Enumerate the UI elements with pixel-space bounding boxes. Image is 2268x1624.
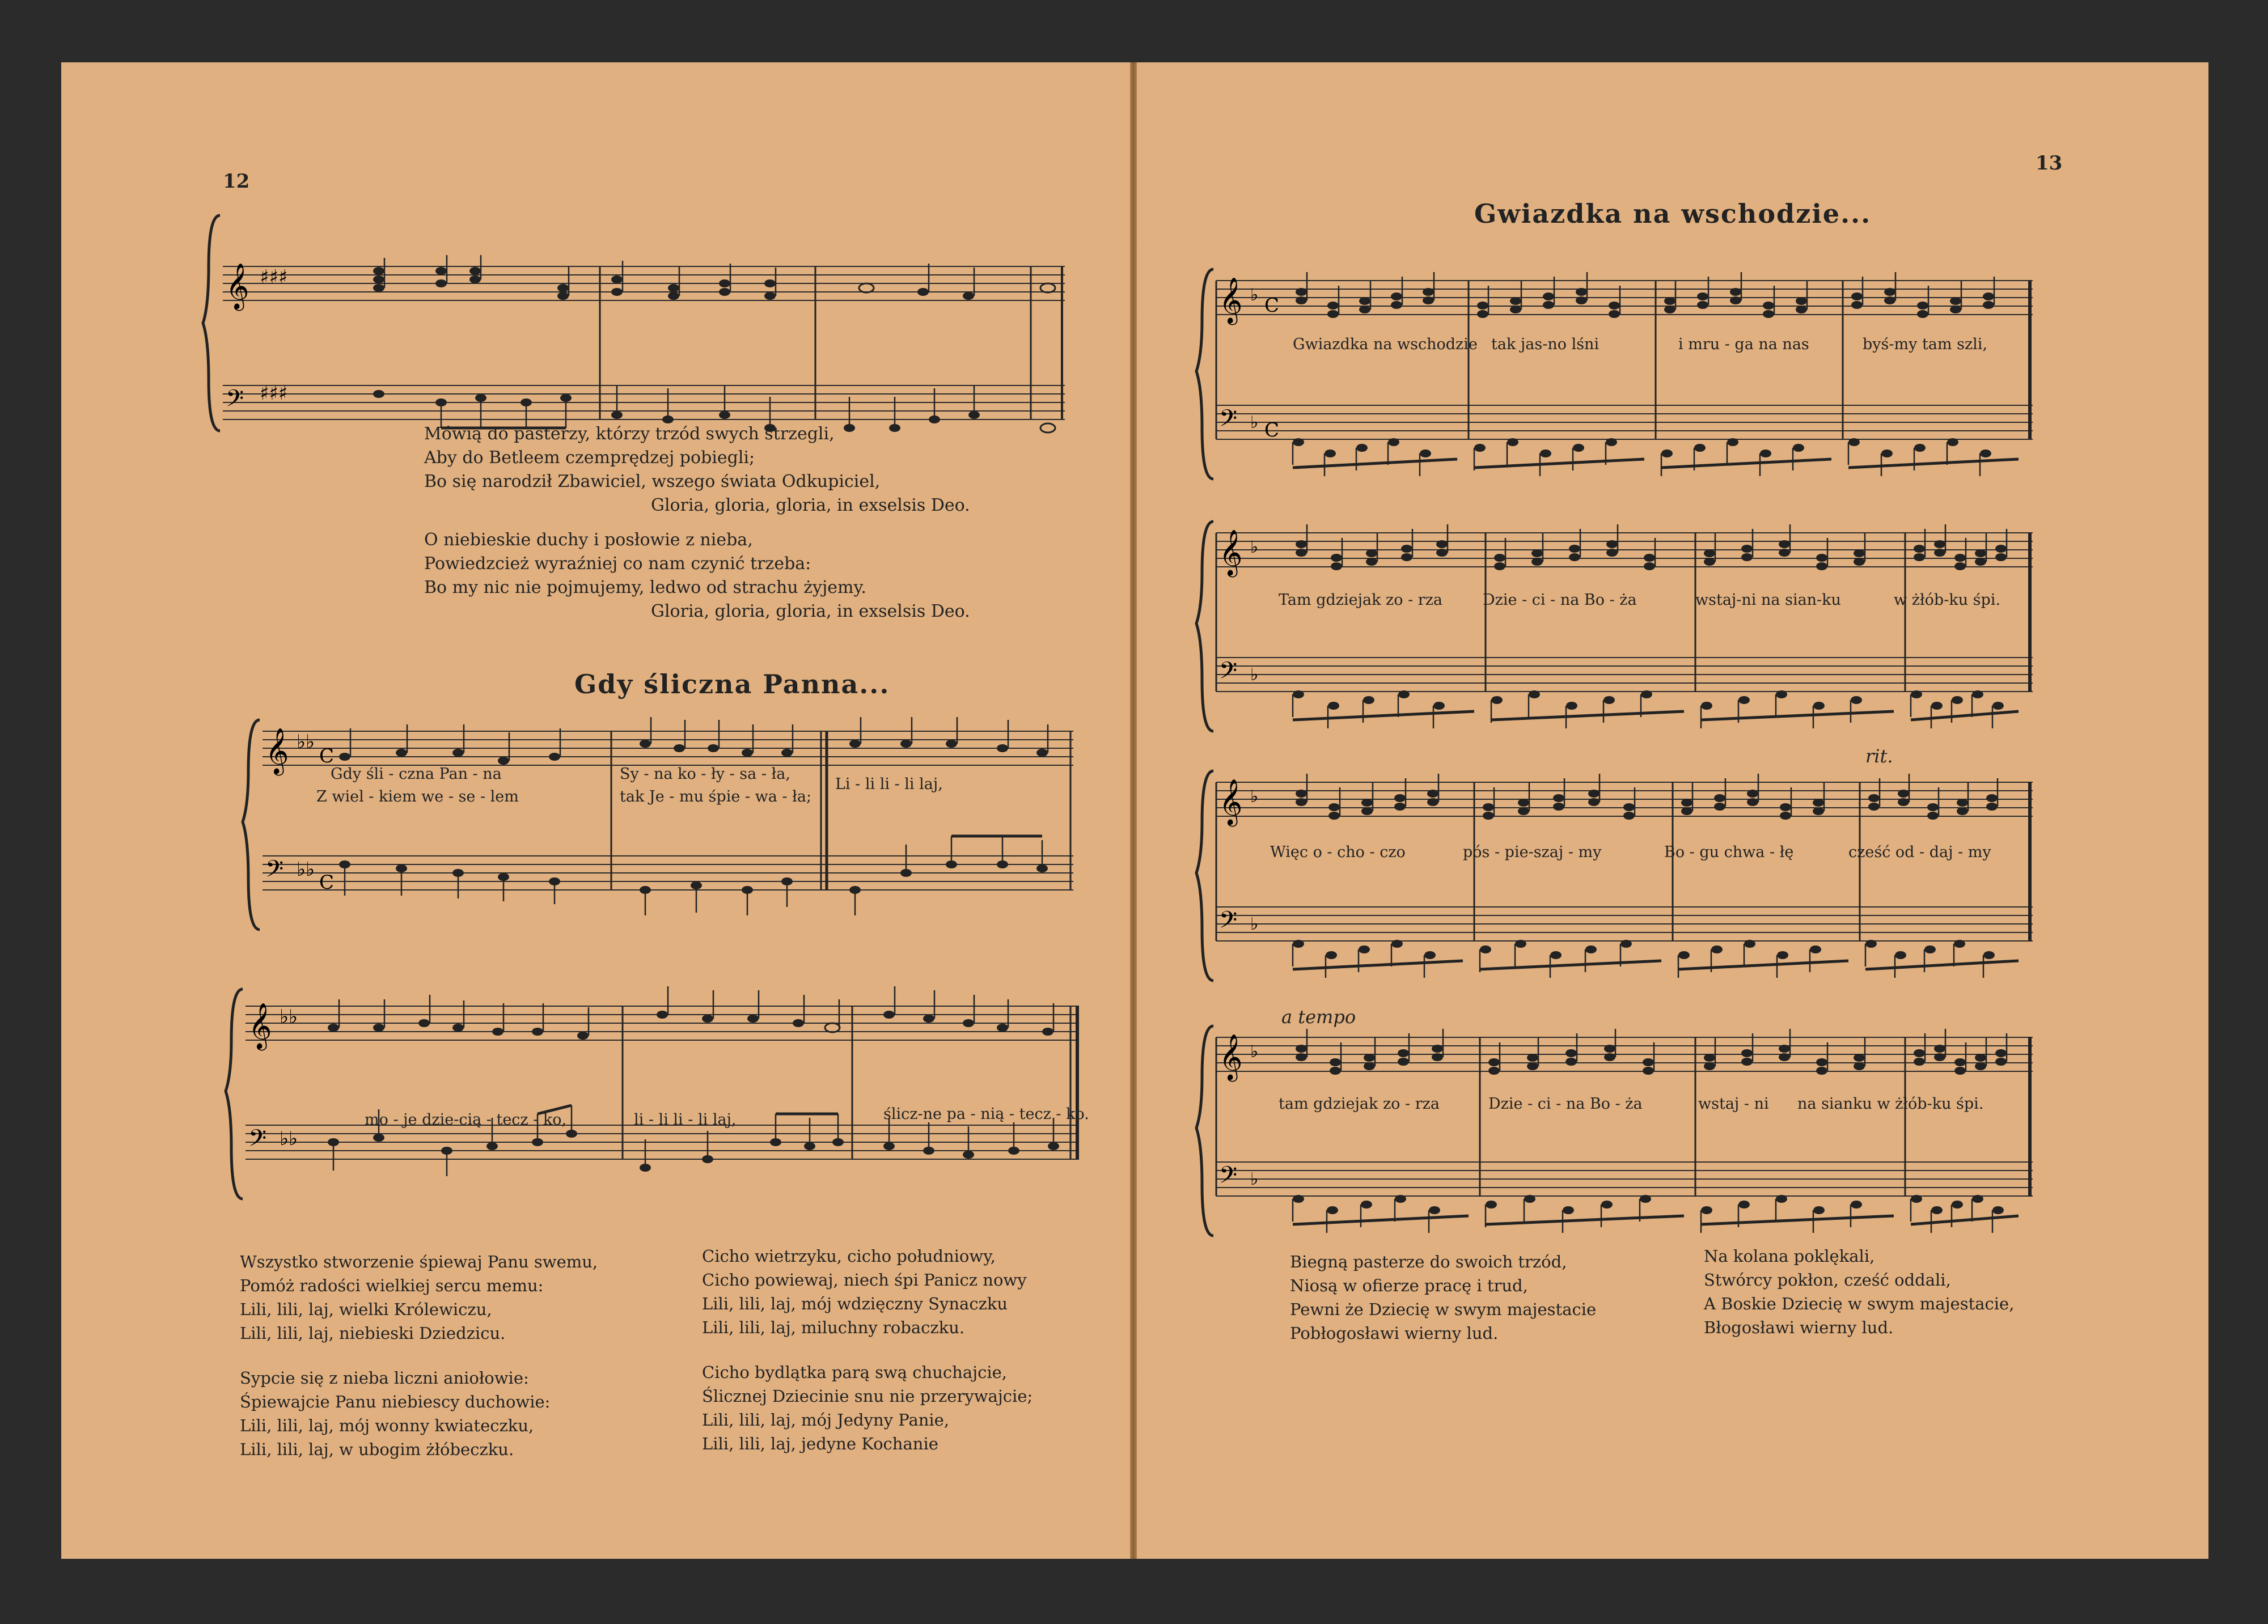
svg-text:C: C [319, 745, 335, 768]
verse-line: Cicho bydlątka parą swą chuchajcie, [702, 1363, 1008, 1382]
lyric: Z wiel - kiem we - se - lem [316, 788, 519, 805]
lyric: w żłób-ku śpi. [1894, 591, 2001, 609]
svg-text:♯♯♯: ♯♯♯ [260, 382, 288, 405]
verse-line: Lili, lili, laj, mój wonny kwiateczku, [240, 1416, 534, 1435]
lyric: i mru - ga na nas [1678, 336, 1809, 353]
lyric: pós - pie-szaj - my [1463, 843, 1602, 861]
svg-text:𝄞: 𝄞 [248, 1002, 272, 1049]
verse-line: Cicho wietrzyku, cicho południowy, [702, 1246, 996, 1266]
svg-text:𝄞: 𝄞 [1219, 1033, 1243, 1080]
verse-line: Ślicznej Dziecinie snu nie przerywajcie; [702, 1386, 1033, 1406]
svg-text:𝄢: 𝄢 [1219, 657, 1238, 690]
music-system [231, 978, 1139, 1222]
svg-text:♭♭: ♭♭ [280, 1006, 298, 1028]
treble-staff [223, 266, 1065, 300]
lyric: mo - je dzie-cią - tecz - ko, [365, 1111, 567, 1129]
verse-line: Pomóż radości wielkiej sercu memu: [240, 1276, 544, 1295]
verse-line: Niosą w ofierze pracę i trud, [1290, 1276, 1528, 1295]
lyric: Gdy śli - czna Pan - na [331, 765, 502, 783]
svg-text:♯♯♯: ♯♯♯ [260, 266, 288, 289]
lyric: byś-my tam szli, [1863, 336, 1988, 353]
song-title: Gwiazdka na wschodzie... [1474, 198, 1872, 229]
svg-text:♭: ♭ [1250, 1042, 1259, 1062]
music-system [1202, 264, 2075, 502]
music-system [1202, 516, 2075, 754]
svg-text:♭♭: ♭♭ [297, 858, 315, 881]
music-system [248, 709, 1116, 952]
svg-text:♭: ♭ [1250, 787, 1259, 807]
svg-text:𝄢: 𝄢 [1219, 405, 1238, 438]
page-number: 13 [2036, 152, 2063, 175]
verse-line: Powiedzcież wyraźniej co nam czynić trzeba: [424, 554, 811, 574]
verse-line: Błogosławi wierny lud. [1704, 1318, 1894, 1337]
lyric: Dzie - ci - na Bo - ża [1483, 591, 1637, 609]
svg-text:𝄞: 𝄞 [226, 262, 249, 309]
verse-line: Stwórcy pokłon, cześć oddali, [1704, 1270, 1951, 1290]
verse-line: Gloria, gloria, gloria, in exselsis Deo. [651, 495, 970, 515]
music-system [1202, 765, 2075, 1003]
song-title: Gdy śliczna Panna... [574, 669, 890, 699]
lyric: Więc o - cho - czo [1270, 843, 1406, 861]
verse-line: A Boskie Dziecię w swym majestacie, [1704, 1294, 2015, 1313]
svg-text:C: C [1264, 419, 1280, 442]
right-page [1137, 62, 2208, 1559]
svg-text:𝄢: 𝄢 [1219, 906, 1238, 939]
svg-text:𝄢: 𝄢 [248, 1125, 267, 1157]
lyric: Li - li li - li laj, [835, 775, 943, 793]
lyric: Gwiazdka na wschodzie [1293, 336, 1478, 353]
svg-text:♭♭: ♭♭ [297, 731, 315, 753]
svg-text:♭: ♭ [1250, 285, 1259, 305]
tempo-marking: a tempo [1281, 1006, 1356, 1028]
verse-line: Pewni że Dziecię w swym majestacie [1290, 1300, 1597, 1319]
verse-line: Lili, lili, laj, mój Jedyny Panie, [702, 1410, 950, 1430]
svg-text:♭: ♭ [1250, 413, 1259, 432]
verse-line: Lili, lili, laj, w ubogim żłóbeczku. [240, 1440, 514, 1459]
svg-text:𝄢: 𝄢 [226, 385, 244, 418]
verse-line: Lili, lili, laj, wielki Królewiczu, [240, 1300, 492, 1319]
verse-line: Lili, lili, laj, miluchny robaczku. [702, 1318, 965, 1337]
lyric: tak jas-no lśni [1491, 336, 1600, 353]
verse-line: Śpiewajcie Panu niebiescy duchowie: [240, 1392, 551, 1411]
verse-line: Mówią do pasterzy, którzy trzód swych strzegli, [424, 424, 835, 444]
verse-line: Aby do Betleem czemprędzej pobiegli; [424, 448, 755, 468]
verse-line: Wszystko stworzenie śpiewaj Panu swemu, [240, 1252, 598, 1271]
verse-line: Sypcie się z nieba liczni aniołowie: [240, 1368, 529, 1388]
verse-line: Pobłogosławi wierny lud. [1290, 1324, 1499, 1343]
svg-text:𝄢: 𝄢 [1219, 1161, 1238, 1194]
lyric: Dzie - ci - na Bo - ża [1488, 1095, 1643, 1113]
svg-text:♭♭: ♭♭ [280, 1127, 298, 1150]
svg-text:𝄞: 𝄞 [1219, 529, 1243, 575]
verse-line: Biegną pasterze do swoich trzód, [1290, 1252, 1567, 1271]
svg-text:♭: ♭ [1250, 1169, 1259, 1189]
verse-line: Lili, lili, laj, mój wdzięczny Synaczku [702, 1294, 1008, 1313]
lyric: cześć od - daj - my [1848, 843, 1991, 861]
svg-text:𝄢: 𝄢 [265, 855, 284, 888]
music-system [1202, 1020, 2075, 1258]
svg-text:𝄞: 𝄞 [1219, 277, 1243, 323]
bass-staff [223, 385, 1065, 419]
svg-text:C: C [319, 871, 335, 894]
svg-text:𝄞: 𝄞 [265, 727, 289, 774]
svg-text:♭: ♭ [1250, 665, 1259, 685]
lyric: ślicz-ne pa - nią - tecz - ko. [883, 1105, 1089, 1123]
lyric: Bo - gu chwa - łę [1664, 843, 1794, 861]
lyric: na sianku w żłób-ku śpi. [1797, 1095, 1984, 1113]
lyric: Sy - na ko - ły - sa - ła, [620, 765, 790, 783]
lyric: wstaj-ni na sian-ku [1695, 591, 1841, 609]
verse-line: Lili, lili, laj, jedyne Kochanie [702, 1434, 938, 1453]
verse-line: Bo my nic nie pojmujemy, ledwo od strachu żyjemy. [424, 578, 866, 597]
svg-text:𝄞: 𝄞 [1219, 778, 1243, 825]
verse-line: Cicho powiewaj, niech śpi Panicz nowy [702, 1270, 1027, 1290]
verse-line: O niebieskie duchy i posłowie z nieba, [424, 530, 753, 550]
svg-text:C: C [1264, 294, 1280, 317]
left-page [61, 62, 1130, 1559]
verse-line: Bo się narodził Zbawiciel, wszego świata Odkupiciel, [424, 472, 881, 491]
tempo-marking: rit. [1865, 745, 1893, 767]
page-number: 12 [223, 170, 250, 193]
lyric: wstaj - ni [1698, 1095, 1769, 1113]
svg-text:♭: ♭ [1250, 537, 1259, 557]
lyric: tak Je - mu śpie - wa - ła; [620, 788, 812, 805]
verse-line: Gloria, gloria, gloria, in exselsis Deo. [651, 601, 970, 621]
svg-text:♭: ♭ [1250, 914, 1259, 934]
verse-line: Na kolana poklękali, [1704, 1246, 1875, 1266]
verse-line: Lili, lili, laj, niebieski Dziedzicu. [240, 1324, 506, 1343]
lyric: tam gdziejak zo - rza [1279, 1095, 1440, 1113]
lyric: Tam gdziejak zo - rza [1279, 591, 1443, 609]
lyric: li - li li - li laj, [634, 1111, 737, 1129]
